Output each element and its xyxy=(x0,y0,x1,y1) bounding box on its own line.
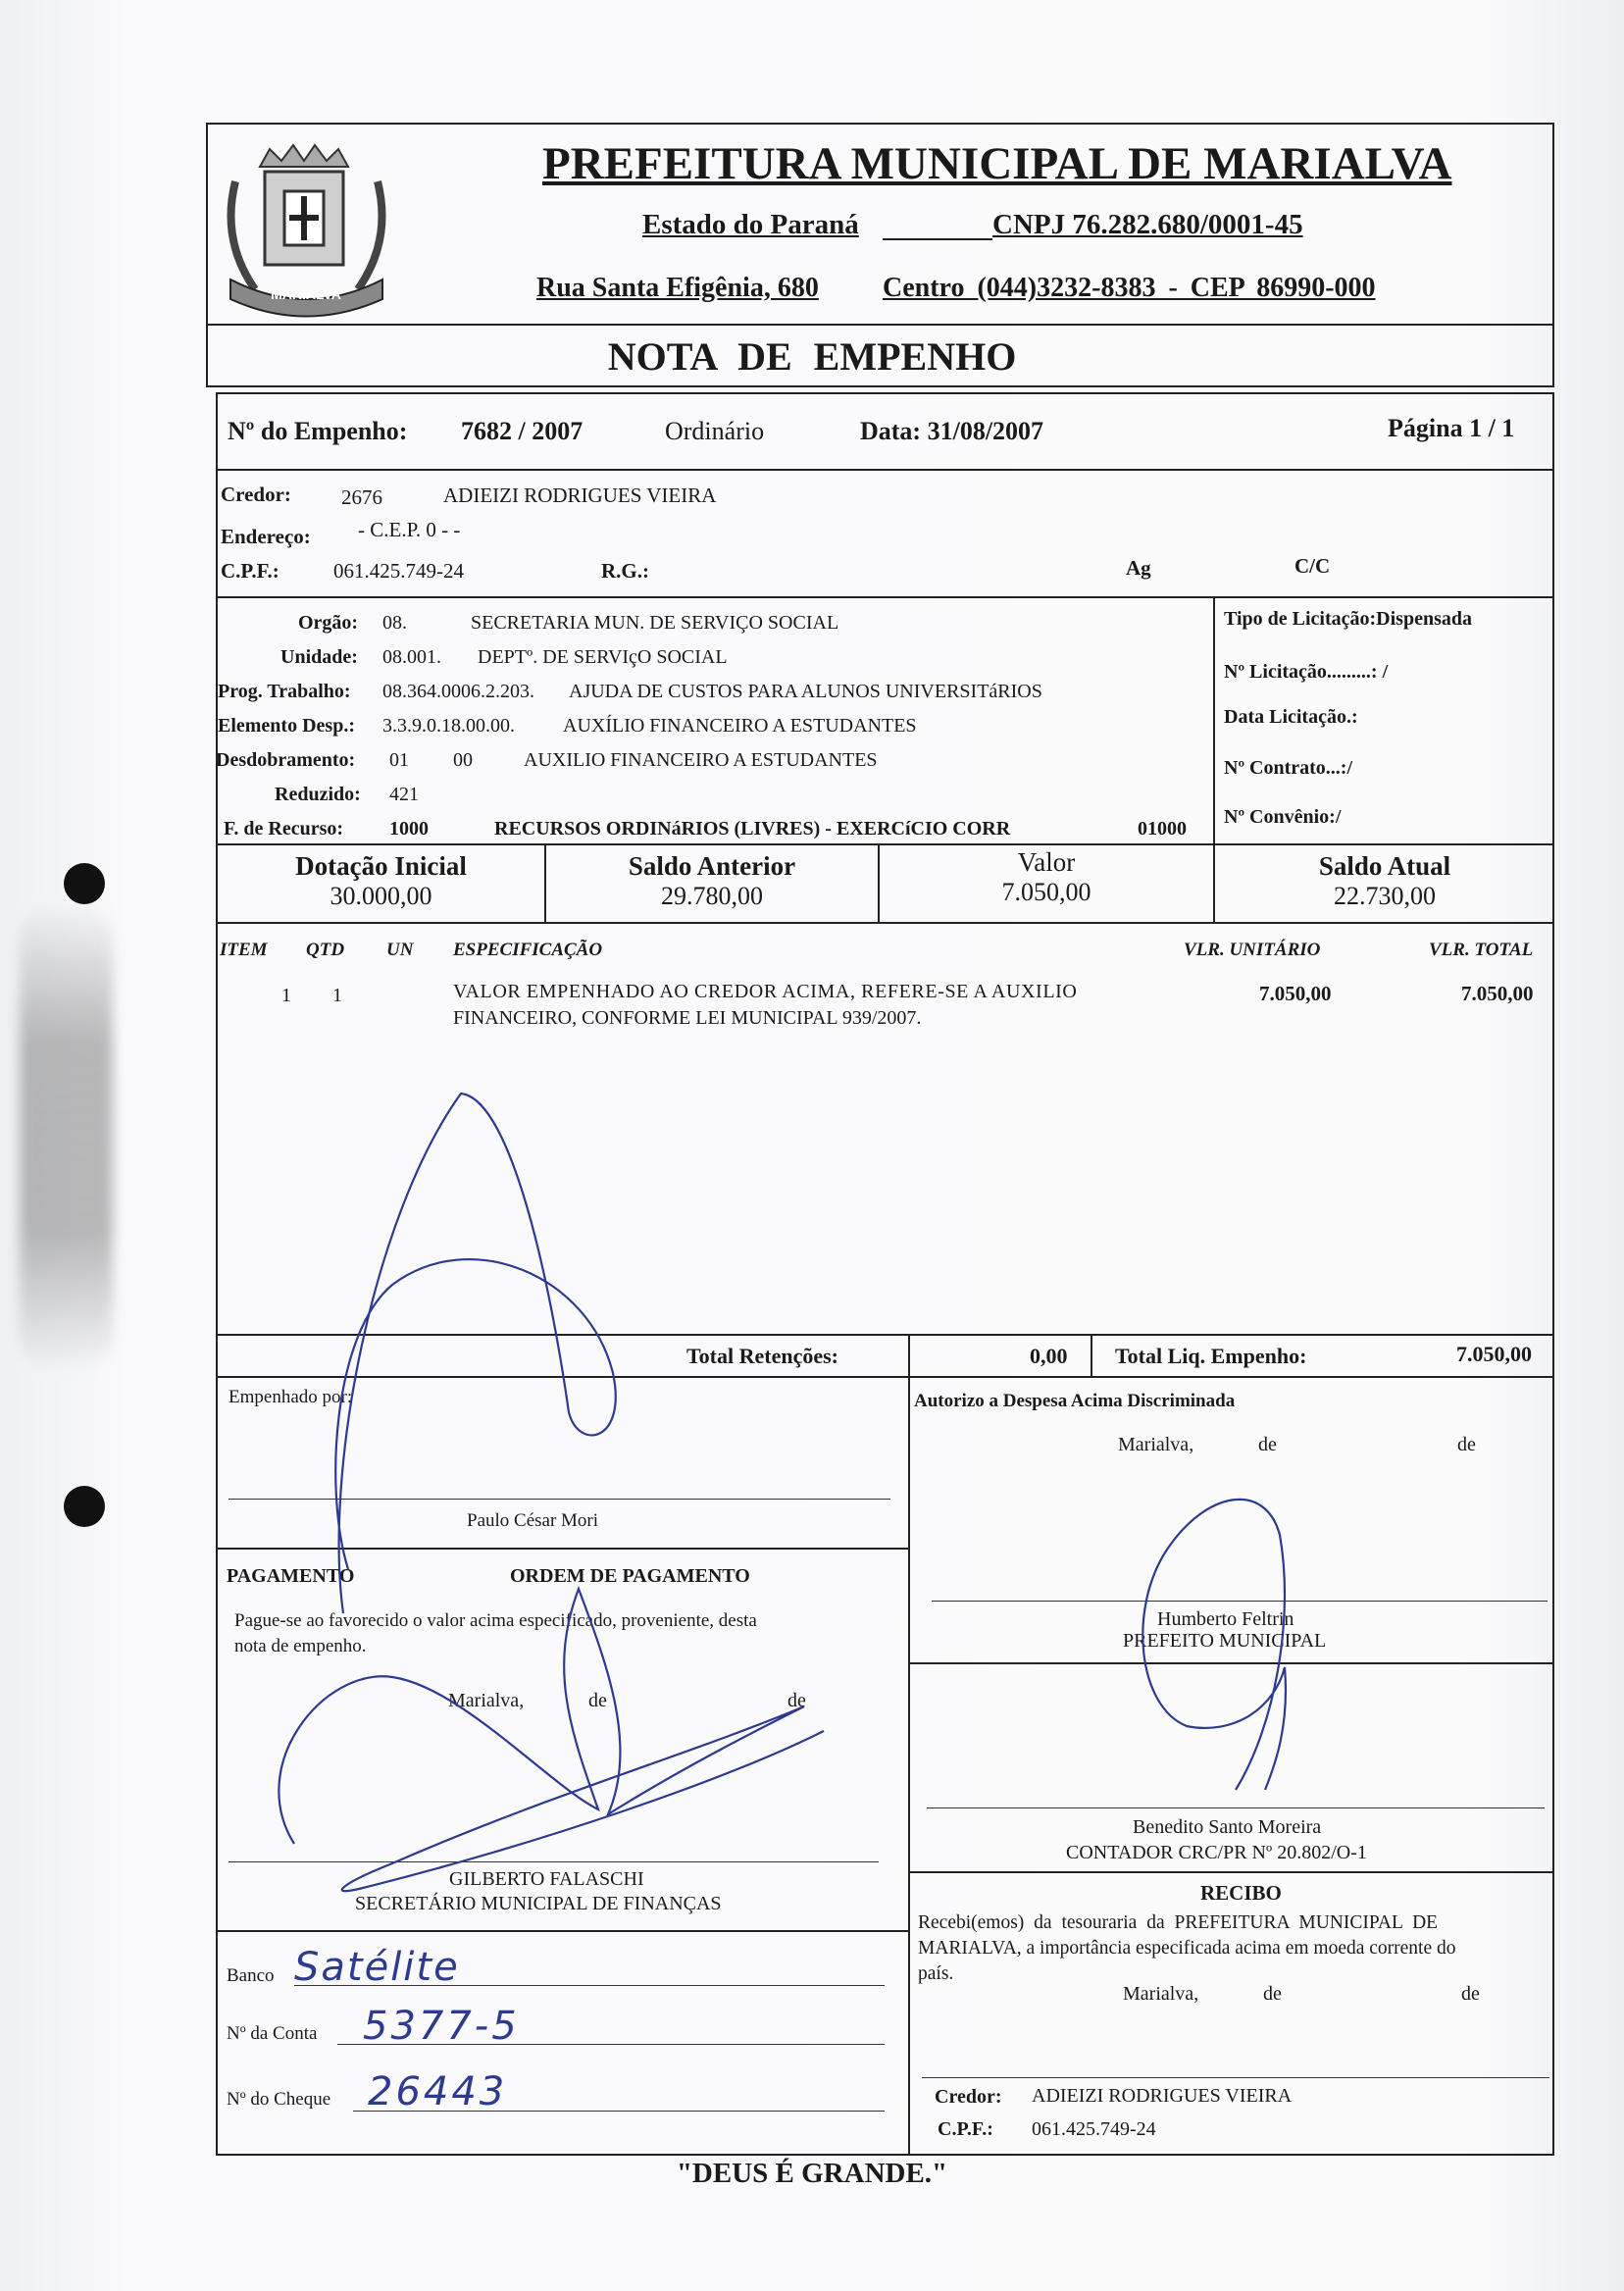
page-number: Página 1 / 1 xyxy=(1388,414,1515,442)
autorizo-de: de xyxy=(1457,1434,1476,1455)
doc-title: NOTA DE EMPENHO xyxy=(607,334,1017,379)
rg-label: R.G.: xyxy=(601,559,649,583)
saldo-value: 30.000,00 xyxy=(330,882,432,910)
divider xyxy=(908,1376,910,2156)
orgao-code: 08. xyxy=(382,612,407,634)
signature-line xyxy=(922,2077,1549,2078)
empenho-type: Ordinário xyxy=(665,417,765,445)
agency-label: Ag xyxy=(1126,556,1151,580)
divider xyxy=(908,1871,1554,1873)
credor-code: 2676 xyxy=(341,485,382,509)
prefeito-role: PREFEITO MUNICIPAL xyxy=(1123,1630,1327,1652)
recibo-text: Recebi(emos) da tesouraria da PREFEITURA MUNICIPAL DE xyxy=(918,1912,1439,1933)
conta-handwritten: 5377-5 xyxy=(363,2004,520,2049)
saldo-atual xyxy=(1215,851,1554,911)
state-label: Estado do Paraná xyxy=(642,209,859,240)
divider xyxy=(216,922,1554,924)
pagamento-title: PAGAMENTO xyxy=(227,1565,355,1587)
endereco-label: Endereço: xyxy=(221,525,311,548)
row-total-value: 7.050,00 xyxy=(1461,982,1534,1005)
col-item: ITEM xyxy=(220,940,268,960)
elemento-label: Elemento Desp.: xyxy=(218,715,355,737)
reduzido-label: Reduzido: xyxy=(275,784,361,805)
recibo-cpf-value: 061.425.749-24 xyxy=(1032,2118,1156,2140)
contrato-numero: Nº Contrato...:/ xyxy=(1224,757,1353,779)
punch-hole-top xyxy=(64,863,105,904)
scan-smudge xyxy=(20,902,113,1373)
signature-line xyxy=(228,1499,890,1500)
divider xyxy=(908,1334,910,1376)
licitacao-tipo: Tipo de Licitação:Dispensada xyxy=(1224,608,1472,630)
prog-label: Prog. Trabalho: xyxy=(218,681,351,702)
recibo-de: de xyxy=(1263,1983,1282,2005)
recibo-title: RECIBO xyxy=(1200,1881,1282,1905)
saldo-label: Dotação Inicial xyxy=(295,851,467,881)
crest-text: MARIALVA xyxy=(271,286,341,302)
conta-label: Nº da Conta xyxy=(227,2023,318,2044)
contador-name: Benedito Santo Moreira xyxy=(1133,1816,1322,1838)
divider xyxy=(908,1662,1554,1664)
col-total-value: VLR. TOTAL xyxy=(1429,940,1534,960)
footer-motto: "DEUS É GRANDE." xyxy=(676,2158,948,2189)
divider xyxy=(216,1376,1554,1378)
recibo-text: país. xyxy=(918,1963,954,1984)
saldo-value: 7.050,00 xyxy=(1001,878,1091,906)
account-label: C/C xyxy=(1294,554,1331,578)
contador-role: CONTADOR CRC/PR Nº 20.802/O-1 xyxy=(1066,1842,1367,1863)
cheque-handwritten: 26443 xyxy=(368,2069,508,2114)
underline xyxy=(883,238,992,240)
recurso-label: F. de Recurso: xyxy=(224,818,344,840)
retencoes-label: Total Retenções: xyxy=(686,1344,838,1368)
marialva-crest-logo xyxy=(211,132,402,324)
ordem-pagamento-title: ORDEM DE PAGAMENTO xyxy=(510,1565,750,1587)
secretario-role: SECRETÁRIO MUNICIPAL DE FINANÇAS xyxy=(355,1893,722,1914)
recibo-de: de xyxy=(1461,1983,1480,2005)
saldo-anterior xyxy=(546,851,878,911)
desdob-label: Desdobramento: xyxy=(216,749,356,771)
pagamento-place: Marialva, xyxy=(448,1690,525,1711)
autorizo-de: de xyxy=(1258,1434,1277,1455)
reduzido-value: 421 xyxy=(389,784,419,805)
cnpj-label: CNPJ 76.282.680/0001-45 xyxy=(992,209,1303,240)
recibo-credor-name: ADIEIZI RODRIGUES VIEIRA xyxy=(1032,2085,1293,2107)
col-especificacao: ESPECIFICAÇÃO xyxy=(453,940,603,960)
pagamento-text: nota de empenho. xyxy=(234,1636,367,1656)
empenho-date: Data: 31/08/2007 xyxy=(860,417,1044,445)
secretario-name: GILBERTO FALASCHI xyxy=(449,1868,644,1890)
retencoes-value: 0,00 xyxy=(1030,1344,1068,1368)
empenho-label: Nº do Empenho: xyxy=(228,417,408,445)
credor-name: ADIEIZI RODRIGUES VIEIRA xyxy=(443,484,717,507)
row-qtd: 1 xyxy=(332,985,342,1006)
recibo-text: MARIALVA, a importância especificada acima em moeda corrente do xyxy=(918,1938,1456,1959)
autorizo-title: Autorizo a Despesa Acima Discriminada xyxy=(914,1391,1236,1411)
unidade-label: Unidade: xyxy=(280,646,358,668)
col-un: UN xyxy=(386,940,414,960)
saldo-dotacao-inicial xyxy=(218,851,544,911)
banco-handwritten: Satélite xyxy=(294,1945,460,1990)
convenio-numero: Nº Convênio:/ xyxy=(1224,806,1342,828)
prog-code: 08.364.0006.2.203. xyxy=(382,681,534,702)
desdob-desc: AUXILIO FINANCEIRO A ESTUDANTES xyxy=(524,749,878,771)
saldo-value: 29.780,00 xyxy=(661,882,763,910)
unidade-code: 08.001. xyxy=(382,646,441,668)
total-liquido-value: 7.050,00 xyxy=(1456,1342,1532,1366)
divider xyxy=(1091,1334,1092,1376)
licitacao-data: Data Licitação.: xyxy=(1224,706,1358,728)
row-spec-line2: FINANCEIRO, CONFORME LEI MUNICIPAL 939/2007. xyxy=(453,1007,922,1029)
dotacao-block xyxy=(218,606,1208,846)
elemento-code: 3.3.9.0.18.00.00. xyxy=(382,715,515,737)
phone-cep-label: Centro (044)3232-8383 - CEP 86990-000 xyxy=(883,273,1376,303)
row-spec-line1: VALOR EMPENHADO AO CREDOR ACIMA, REFERE-SE A AUXILIO xyxy=(453,981,1078,1002)
col-unit-value: VLR. UNITÁRIO xyxy=(1184,940,1321,960)
divider xyxy=(1213,596,1215,843)
desdob-a: 01 xyxy=(389,749,409,771)
cpf-value: 061.425.749-24 xyxy=(333,559,464,583)
orgao-label: Orgão: xyxy=(298,612,359,634)
row-unit-value: 7.050,00 xyxy=(1259,982,1332,1005)
divider xyxy=(216,1334,1554,1336)
empenhado-label: Empenhado por: xyxy=(228,1387,353,1407)
signature-line xyxy=(927,1807,1545,1808)
row-item: 1 xyxy=(281,985,291,1006)
pagamento-de: de xyxy=(787,1690,806,1711)
divider xyxy=(216,1548,908,1550)
desdob-b: 00 xyxy=(453,749,473,771)
orgao-desc: SECRETARIA MUN. DE SERVIÇO SOCIAL xyxy=(471,612,839,634)
saldo-label: Saldo Anterior xyxy=(628,851,796,881)
banco-label: Banco xyxy=(227,1965,275,1986)
autorizo-place: Marialva, xyxy=(1118,1434,1194,1455)
address-label: Rua Santa Efigênia, 680 xyxy=(536,273,819,303)
recurso-desc: RECURSOS ORDINáRIOS (LIVRES) - EXERCíCIO CORR xyxy=(494,818,1011,840)
pagamento-de: de xyxy=(588,1690,607,1711)
cheque-label: Nº do Cheque xyxy=(227,2089,331,2110)
recibo-cpf-label: C.P.F.: xyxy=(938,2118,993,2140)
prefeito-name: Humberto Feltrin xyxy=(1157,1608,1294,1630)
saldo-label: Valor xyxy=(1017,847,1076,877)
credor-label: Credor: xyxy=(221,483,291,506)
recurso-number: 01000 xyxy=(1138,818,1187,840)
pagamento-text: Pague-se ao favorecido o valor acima especificado, proveniente, desta xyxy=(234,1610,757,1631)
elemento-desc: AUXÍLIO FINANCEIRO A ESTUDANTES xyxy=(563,715,917,737)
recibo-credor-label: Credor: xyxy=(935,2086,1002,2108)
cpf-label: C.P.F.: xyxy=(221,559,279,583)
recurso-code: 1000 xyxy=(389,818,429,840)
page-title: PREFEITURA MUNICIPAL DE MARIALVA xyxy=(542,138,1452,189)
saldo-value: 22.730,00 xyxy=(1334,882,1436,910)
unidade-desc: DEPTº. DE SERVIçO SOCIAL xyxy=(478,646,728,668)
recibo-place: Marialva, xyxy=(1123,1983,1199,2005)
punch-hole-bottom xyxy=(64,1486,105,1527)
saldo-label: Saldo Atual xyxy=(1318,851,1451,881)
divider xyxy=(216,469,1554,471)
empenho-number: 7682 / 2007 xyxy=(461,417,584,445)
endereco-value: - C.E.P. 0 - - xyxy=(358,518,461,541)
signature-line xyxy=(932,1601,1548,1602)
licitacao-numero: Nº Licitação.........: / xyxy=(1224,661,1389,683)
divider xyxy=(216,596,1554,598)
signature-line xyxy=(228,1861,879,1862)
divider xyxy=(216,1930,908,1932)
total-liquido-label: Total Liq. Empenho: xyxy=(1115,1344,1307,1368)
saldo-valor xyxy=(880,847,1213,907)
col-qtd: QTD xyxy=(306,940,345,960)
empenhado-name: Paulo César Mori xyxy=(467,1510,599,1531)
prog-desc: AJUDA DE CUSTOS PARA ALUNOS UNIVERSITáRIOS xyxy=(569,681,1042,702)
